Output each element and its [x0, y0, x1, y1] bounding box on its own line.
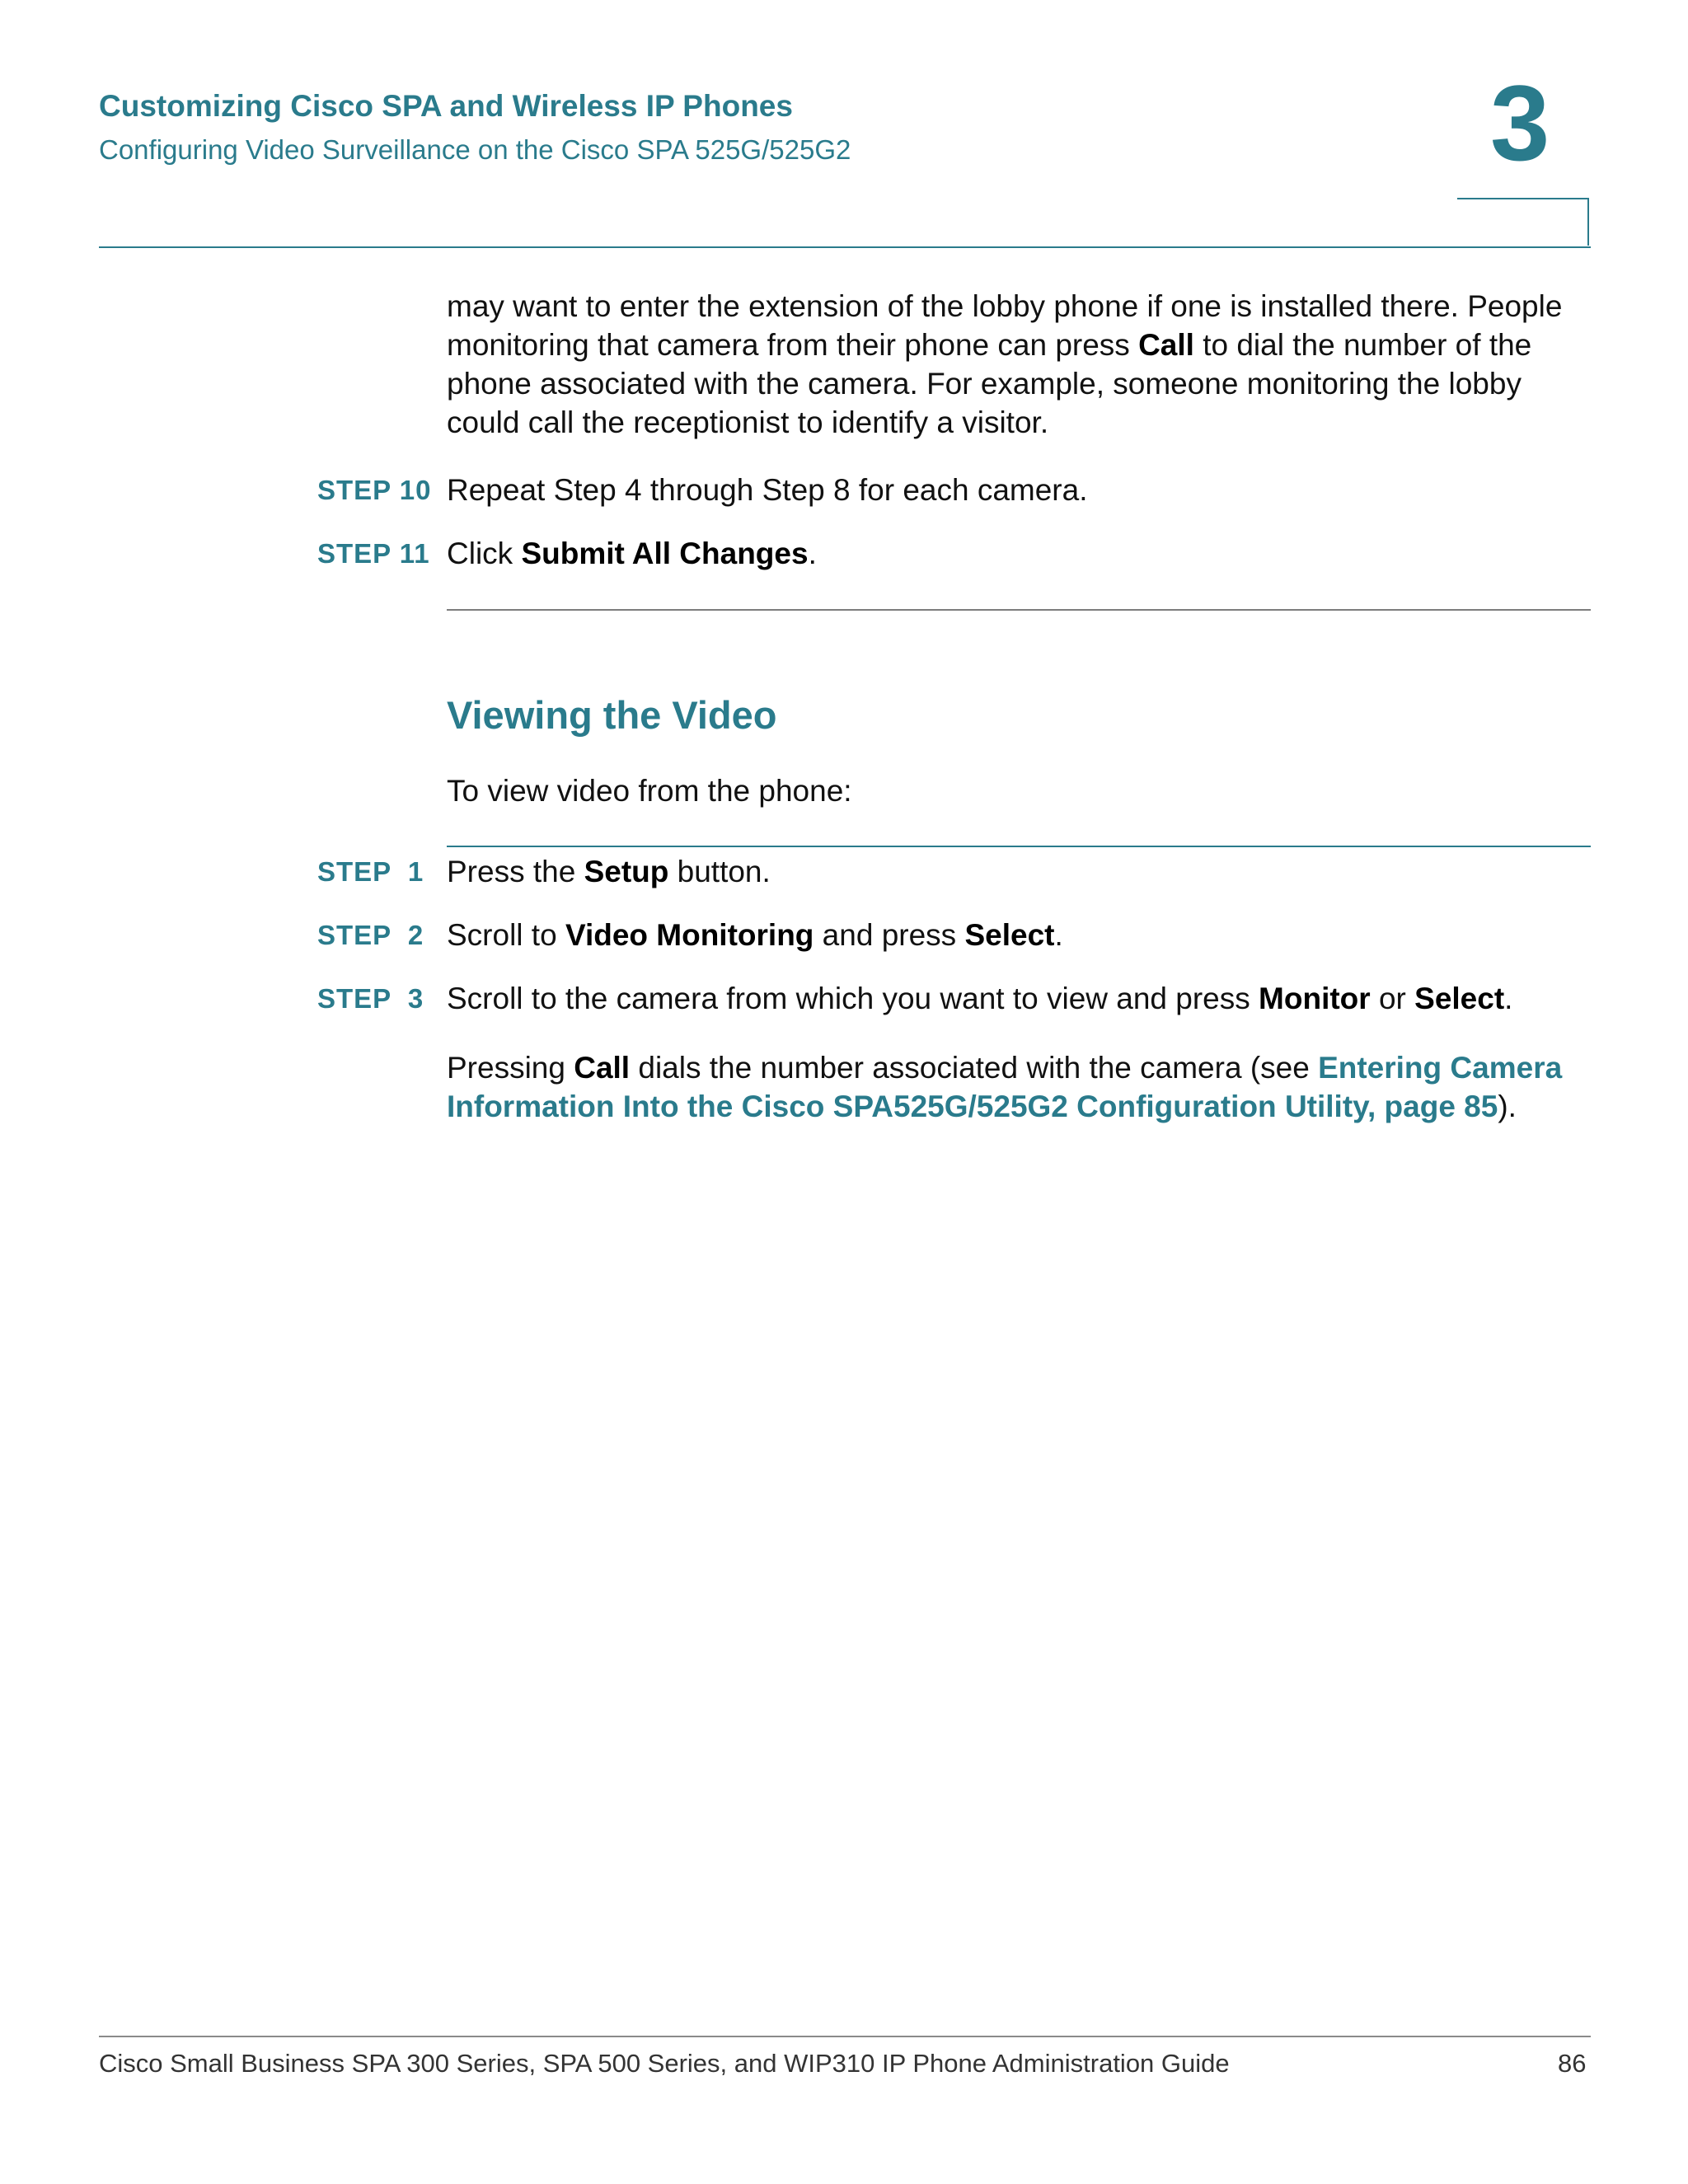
step-text-pre: Scroll to the camera from which you want to view and press: [447, 982, 1259, 1015]
select-keyword: Select: [1414, 982, 1505, 1015]
section-heading: Viewing the Video: [447, 693, 777, 737]
note-text-pre: Pressing: [447, 1051, 574, 1085]
continuation-text-1: may want to enter the extension of the lobby phone if one is installed there. People monitoring that camera from their phone can press: [447, 289, 1563, 362]
chapter-tab-box: [1457, 198, 1589, 246]
setup-keyword: Setup: [584, 855, 669, 888]
chapter-number: 3: [1490, 63, 1550, 183]
step-text: [447, 534, 817, 573]
step-text-pre: Scroll to: [447, 918, 565, 952]
step-text-post: button.: [668, 855, 771, 888]
step-label: STEP 10: [317, 475, 432, 505]
chapter-title: Customizing Cisco SPA and Wireless IP Phones: [99, 89, 793, 123]
header-rule: [99, 246, 1591, 248]
step-text: [447, 979, 1512, 1018]
cross-reference-link[interactable]: Entering Camera Information Into the Cisco SPA525G/525G2 Configuration Utility, page 85: [447, 1051, 1563, 1123]
video-monitoring-keyword: Video Monitoring: [565, 918, 814, 952]
footer-rule: [99, 2036, 1591, 2037]
step-label: STEP 2: [317, 920, 424, 950]
step-label: STEP 3: [317, 983, 424, 1014]
step-text-pre: Press the: [447, 855, 584, 888]
step-text-post: .: [1054, 918, 1063, 952]
step-text: [447, 852, 771, 891]
step-text-post: .: [1504, 982, 1513, 1015]
step-text-mid: or: [1370, 982, 1415, 1015]
section-intro: To view video from the phone:: [447, 774, 852, 808]
step-label: STEP 1: [317, 856, 424, 887]
step-text-post: .: [808, 537, 817, 570]
select-keyword: Select: [964, 918, 1055, 952]
call-keyword: Call: [1138, 328, 1194, 362]
submit-all-changes-keyword: Submit All Changes: [521, 537, 809, 570]
procedure-rule: [447, 846, 1591, 847]
note-text-post: ).: [1498, 1090, 1517, 1123]
note-text-mid: dials the number associated with the camera (see: [630, 1051, 1319, 1085]
step-text-mid: and press: [814, 918, 965, 952]
section-subtitle: Configuring Video Surveillance on the Cisco SPA 525G/525G2: [99, 134, 851, 165]
footer-guide-title: Cisco Small Business SPA 300 Series, SPA 500 Series, and WIP310 IP Phone Administration Guide: [99, 2049, 1230, 2078]
step-text: Repeat Step 4 through Step 8 for each camera.: [447, 473, 1088, 507]
section-divider: [447, 609, 1591, 611]
call-keyword: Call: [574, 1051, 631, 1085]
monitor-keyword: Monitor: [1259, 982, 1371, 1015]
step-text: [447, 916, 1063, 954]
note-paragraph: [447, 1048, 1597, 1126]
continuation-paragraph: [447, 287, 1592, 442]
continuation-text-2: to dial the number of the phone associated with the camera. For example, someone monitoring the lobby could call the receptionist to identify a visitor.: [447, 328, 1532, 439]
step-text-pre: Click: [447, 537, 522, 570]
page-number: 86: [1558, 2049, 1587, 2078]
step-label: STEP 11: [317, 538, 430, 569]
